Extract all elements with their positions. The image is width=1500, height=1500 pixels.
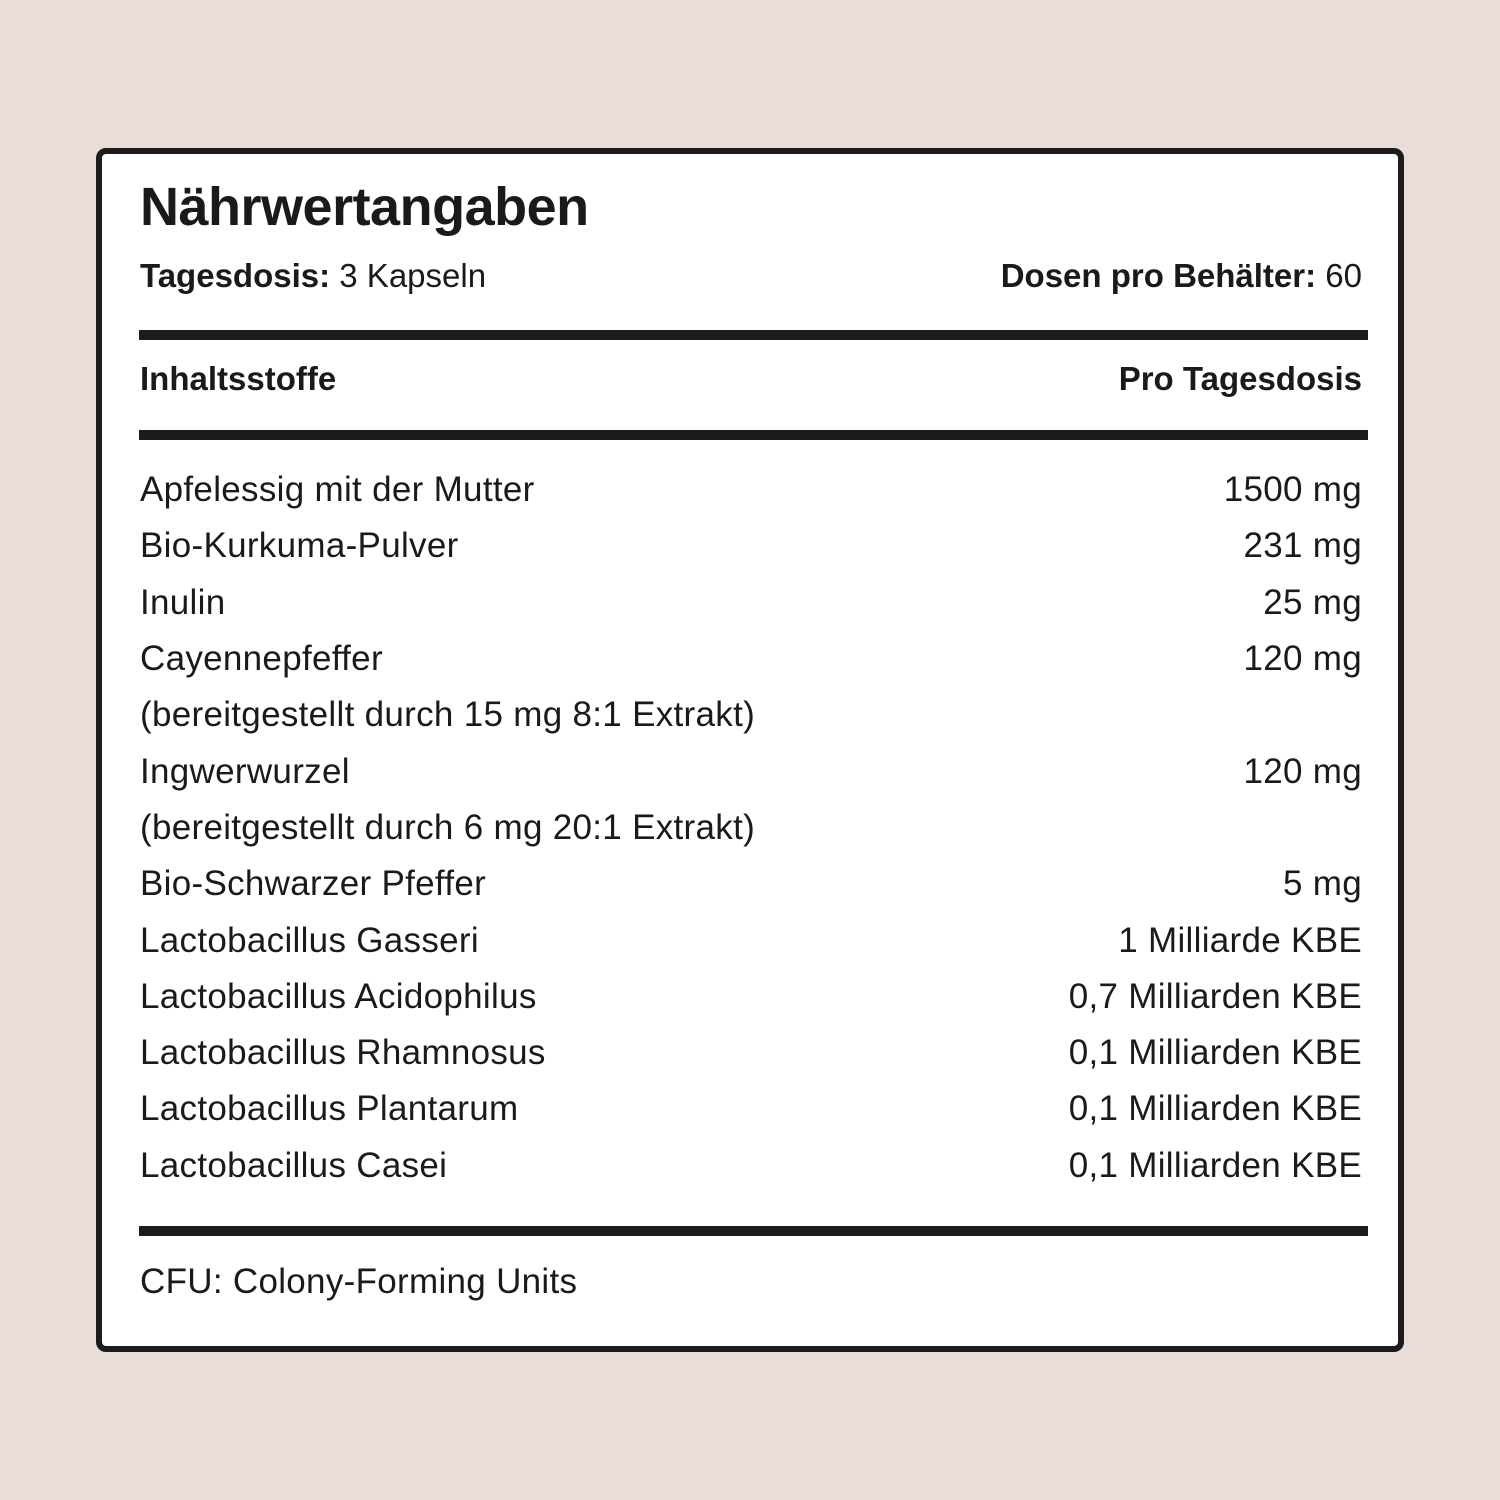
table-row [140,575,1362,631]
table-row [140,1138,1362,1194]
table-row [140,631,1362,687]
ingredient-note: (bereitgestellt durch 6 mg 20:1 Extrakt) [140,807,756,847]
servings-per-container-label: Dosen pro Behälter: [1000,257,1317,294]
table-row [140,969,1362,1025]
header-ingredients: Inhaltsstoffe [140,360,337,397]
ingredient-name: Bio-Schwarzer Pfeffer [140,864,487,904]
label-title: Nährwertangaben [140,177,589,237]
ingredient-name: Ingwerwurzel [140,751,350,791]
table-row-note [140,800,1362,856]
ingredient-note: (bereitgestellt durch 15 mg 8:1 Extrakt) [140,695,756,735]
divider-header [139,430,1368,440]
ingredient-list [140,462,1362,1194]
ingredient-amount: 231 mg [1243,526,1362,566]
ingredient-amount: 0,1 Milliarden KBE [1068,1145,1362,1185]
table-row [140,912,1362,968]
serving-size-value: 3 Kapseln [339,257,487,294]
ingredient-amount: 120 mg [1243,639,1362,679]
ingredient-name: Lactobacillus Rhamnosus [140,1033,546,1073]
ingredient-amount: 0,1 Milliarden KBE [1068,1089,1362,1129]
ingredient-amount: 120 mg [1243,751,1362,791]
serving-size-label: Tagesdosis: [140,257,331,294]
ingredient-name: Lactobacillus Casei [140,1145,448,1185]
ingredient-amount: 1500 mg [1223,470,1362,510]
table-header [140,356,1362,402]
ingredient-amount: 5 mg [1282,864,1362,904]
ingredient-amount: 0,1 Milliarden KBE [1068,1033,1362,1073]
nutrition-label-card [96,148,1404,1352]
ingredient-amount: 0,7 Milliarden KBE [1068,976,1362,1016]
table-row [140,856,1362,912]
ingredient-name: Lactobacillus Gasseri [140,920,479,960]
serving-info-row [140,254,1362,298]
divider-top [139,330,1368,340]
ingredient-name: Inulin [140,582,226,622]
ingredient-name: Bio-Kurkuma-Pulver [140,526,459,566]
servings-per-container-value: 60 [1325,257,1362,294]
footnote: CFU: Colony-Forming Units [140,1262,578,1301]
serving-size [140,254,486,298]
ingredient-name: Apfelessig mit der Mutter [140,470,535,510]
table-row [140,1081,1362,1137]
servings-per-container [1001,254,1362,298]
ingredient-name: Cayennepfeffer [140,639,383,679]
header-per-serving: Pro Tagesdosis [1118,360,1362,397]
ingredient-name: Lactobacillus Acidophilus [140,976,537,1016]
divider-bottom [139,1226,1368,1236]
table-row [140,518,1362,574]
table-row-note [140,687,1362,743]
ingredient-amount: 1 Milliarde KBE [1118,920,1362,960]
table-row [140,1025,1362,1081]
ingredient-amount: 25 mg [1263,582,1362,622]
table-row [140,462,1362,518]
table-row [140,743,1362,799]
ingredient-name: Lactobacillus Plantarum [140,1089,519,1129]
